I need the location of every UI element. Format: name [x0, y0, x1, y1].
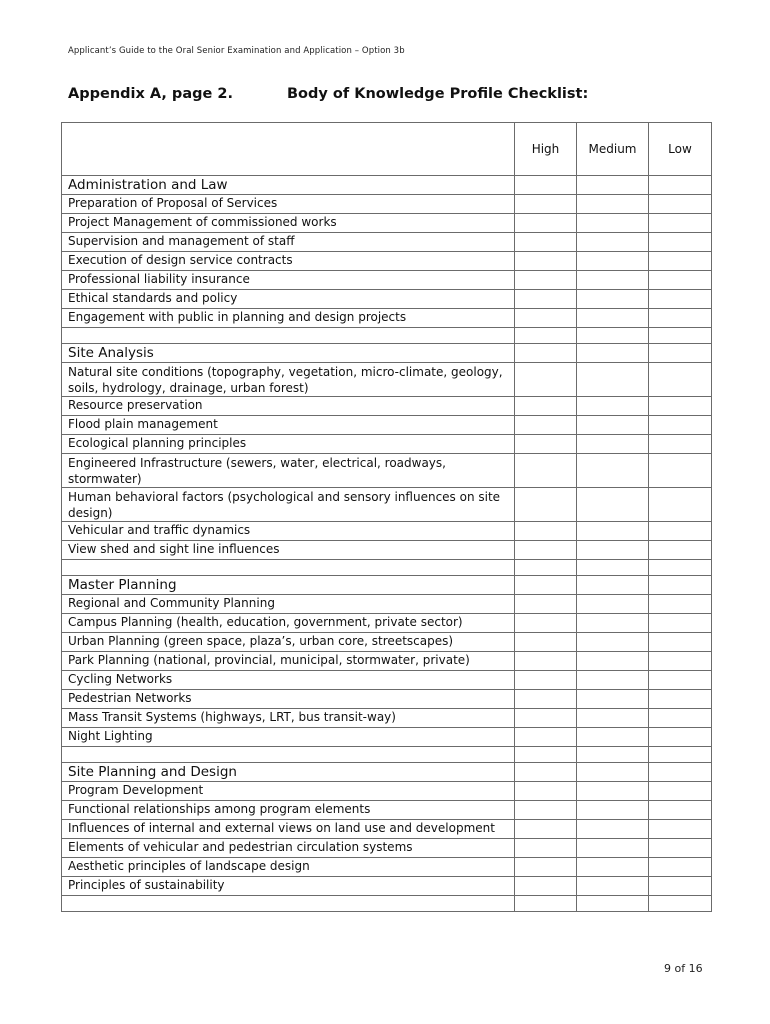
rating-box-high[interactable] — [515, 595, 577, 614]
rating-box-low[interactable] — [649, 195, 712, 214]
rating-box-medium[interactable] — [577, 690, 649, 709]
rating-box-medium[interactable] — [577, 633, 649, 652]
section-heading: Site Analysis — [62, 344, 515, 363]
rating-box-low[interactable] — [649, 488, 712, 522]
rating-box-low[interactable] — [649, 214, 712, 233]
rating-box-medium[interactable] — [577, 416, 649, 435]
blank-cell — [62, 560, 515, 576]
section-row — [62, 763, 712, 782]
section-heading: Site Planning and Design — [62, 763, 515, 782]
rating-box-medium[interactable] — [577, 290, 649, 309]
rating-box-high[interactable] — [515, 176, 577, 195]
checklist-item-label: Professional liability insurance — [62, 271, 515, 290]
rating-box-low[interactable] — [649, 595, 712, 614]
checklist-item-label: Functional relationships among program elements — [62, 801, 515, 820]
rating-box-low[interactable] — [649, 252, 712, 271]
item-column-header — [62, 123, 515, 176]
section-row — [62, 576, 712, 595]
rating-box-low[interactable] — [649, 690, 712, 709]
rating-box-medium[interactable] — [577, 595, 649, 614]
rating-box-low[interactable] — [649, 541, 712, 560]
rating-box-high[interactable] — [515, 652, 577, 671]
rating-box-low[interactable] — [649, 176, 712, 195]
running-head: Applicant’s Guide to the Oral Senior Examination and Application – Option 3b — [68, 46, 405, 56]
section-row — [62, 344, 712, 363]
rating-box-high[interactable] — [515, 633, 577, 652]
rating-box-medium[interactable] — [577, 271, 649, 290]
checklist-row — [62, 839, 712, 858]
checklist-row — [62, 820, 712, 839]
rating-box-low[interactable] — [649, 328, 712, 344]
blank-cell — [62, 328, 515, 344]
page-number: 9 of 16 — [664, 962, 703, 975]
rating-box-high[interactable] — [515, 820, 577, 839]
rating-box-medium[interactable] — [577, 522, 649, 541]
section-heading: Master Planning — [62, 576, 515, 595]
section-row — [62, 176, 712, 195]
checklist-row — [62, 363, 712, 397]
blank-cell — [62, 896, 515, 912]
knowledge-checklist-table — [61, 122, 712, 912]
rating-box-medium[interactable] — [577, 652, 649, 671]
rating-box-low[interactable] — [649, 271, 712, 290]
rating-box-low[interactable] — [649, 363, 712, 397]
rating-box-medium[interactable] — [577, 560, 649, 576]
rating-box-medium[interactable] — [577, 839, 649, 858]
rating-box-medium[interactable] — [577, 820, 649, 839]
rating-box-medium[interactable] — [577, 576, 649, 595]
checklist-item-label: Ecological planning principles — [62, 435, 515, 454]
checklist-row — [62, 195, 712, 214]
blank-row — [62, 560, 712, 576]
checklist-item-label: Program Development — [62, 782, 515, 801]
checklist-item-label: Aesthetic principles of landscape design — [62, 858, 515, 877]
rating-box-low[interactable] — [649, 290, 712, 309]
blank-row — [62, 328, 712, 344]
checklist-row — [62, 709, 712, 728]
checklist-row — [62, 595, 712, 614]
rating-box-high[interactable] — [515, 690, 577, 709]
checklist-item-label: Engineered Infrastructure (sewers, water, electrical, roadways, stormwater) — [62, 454, 515, 488]
rating-box-high[interactable] — [515, 488, 577, 522]
rating-box-high[interactable] — [515, 290, 577, 309]
checklist-item-label: Preparation of Proposal of Services — [62, 195, 515, 214]
rating-box-low[interactable] — [649, 801, 712, 820]
rating-box-high[interactable] — [515, 541, 577, 560]
checklist-item-label: Elements of vehicular and pedestrian circulation systems — [62, 839, 515, 858]
rating-box-medium[interactable] — [577, 488, 649, 522]
rating-box-low[interactable] — [649, 858, 712, 877]
rating-box-low[interactable] — [649, 309, 712, 328]
rating-box-high[interactable] — [515, 214, 577, 233]
rating-box-medium[interactable] — [577, 195, 649, 214]
checklist-row — [62, 877, 712, 896]
checklist-row — [62, 541, 712, 560]
rating-box-medium[interactable] — [577, 344, 649, 363]
rating-box-low[interactable] — [649, 522, 712, 541]
checklist-row — [62, 690, 712, 709]
rating-box-low[interactable] — [649, 877, 712, 896]
checklist-row — [62, 671, 712, 690]
rating-box-low[interactable] — [649, 614, 712, 633]
column-header-low: Low — [649, 123, 712, 176]
checklist-row — [62, 397, 712, 416]
rating-box-medium[interactable] — [577, 877, 649, 896]
checklist-item-label: Urban Planning (green space, plaza’s, urban core, streetscapes) — [62, 633, 515, 652]
rating-box-medium[interactable] — [577, 728, 649, 747]
rating-box-low[interactable] — [649, 435, 712, 454]
checklist-item-label: Supervision and management of staff — [62, 233, 515, 252]
rating-box-high[interactable] — [515, 747, 577, 763]
rating-box-medium[interactable] — [577, 454, 649, 488]
rating-box-high[interactable] — [515, 252, 577, 271]
checklist-row — [62, 454, 712, 488]
rating-box-high[interactable] — [515, 397, 577, 416]
rating-box-medium[interactable] — [577, 782, 649, 801]
checklist-item-label: Cycling Networks — [62, 671, 515, 690]
rating-box-medium[interactable] — [577, 397, 649, 416]
rating-box-high[interactable] — [515, 782, 577, 801]
checklist-item-label: Pedestrian Networks — [62, 690, 515, 709]
checklist-row — [62, 652, 712, 671]
rating-box-medium[interactable] — [577, 801, 649, 820]
rating-box-medium[interactable] — [577, 541, 649, 560]
rating-box-high[interactable] — [515, 728, 577, 747]
rating-box-medium[interactable] — [577, 671, 649, 690]
rating-box-high[interactable] — [515, 435, 577, 454]
checklist-item-label: View shed and sight line influences — [62, 541, 515, 560]
section-heading: Administration and Law — [62, 176, 515, 195]
checklist-row — [62, 782, 712, 801]
checklist-row — [62, 614, 712, 633]
column-header-high: High — [515, 123, 577, 176]
blank-cell — [62, 747, 515, 763]
checklist-item-label: Vehicular and traffic dynamics — [62, 522, 515, 541]
checklist-item-label: Influences of internal and external views on land use and development — [62, 820, 515, 839]
rating-box-high[interactable] — [515, 801, 577, 820]
checklist-item-label: Flood plain management — [62, 416, 515, 435]
column-header-medium: Medium — [577, 123, 649, 176]
page-title: Body of Knowledge Profile Checklist: — [287, 86, 589, 102]
blank-row — [62, 747, 712, 763]
rating-box-high[interactable] — [515, 454, 577, 488]
checklist-item-label: Mass Transit Systems (highways, LRT, bus transit-way) — [62, 709, 515, 728]
checklist-row — [62, 290, 712, 309]
rating-box-high[interactable] — [515, 877, 577, 896]
rating-box-medium[interactable] — [577, 763, 649, 782]
rating-box-low[interactable] — [649, 896, 712, 912]
checklist-item-label: Regional and Community Planning — [62, 595, 515, 614]
rating-box-medium[interactable] — [577, 435, 649, 454]
rating-box-low[interactable] — [649, 747, 712, 763]
rating-box-low[interactable] — [649, 397, 712, 416]
rating-box-medium[interactable] — [577, 858, 649, 877]
rating-box-high[interactable] — [515, 233, 577, 252]
rating-box-high[interactable] — [515, 522, 577, 541]
checklist-row — [62, 252, 712, 271]
table-header-row — [62, 123, 712, 176]
checklist-item-label: Park Planning (national, provincial, municipal, stormwater, private) — [62, 652, 515, 671]
rating-box-medium[interactable] — [577, 614, 649, 633]
rating-box-high[interactable] — [515, 344, 577, 363]
checklist-item-label: Campus Planning (health, education, government, private sector) — [62, 614, 515, 633]
rating-box-medium[interactable] — [577, 363, 649, 397]
rating-box-medium[interactable] — [577, 252, 649, 271]
checklist-row — [62, 728, 712, 747]
rating-box-medium[interactable] — [577, 214, 649, 233]
appendix-heading: Appendix A, page 2. — [68, 86, 233, 102]
checklist-item-label: Ethical standards and policy — [62, 290, 515, 309]
rating-box-high[interactable] — [515, 271, 577, 290]
rating-box-high[interactable] — [515, 328, 577, 344]
checklist-row — [62, 488, 712, 522]
blank-row — [62, 896, 712, 912]
rating-box-high[interactable] — [515, 416, 577, 435]
checklist-row — [62, 214, 712, 233]
rating-box-low[interactable] — [649, 454, 712, 488]
rating-box-low[interactable] — [649, 728, 712, 747]
rating-box-high[interactable] — [515, 896, 577, 912]
checklist-row — [62, 801, 712, 820]
checklist-item-label: Engagement with public in planning and design projects — [62, 309, 515, 328]
checklist-row — [62, 435, 712, 454]
rating-box-medium[interactable] — [577, 896, 649, 912]
rating-box-high[interactable] — [515, 614, 577, 633]
checklist-row — [62, 416, 712, 435]
rating-box-high[interactable] — [515, 709, 577, 728]
rating-box-medium[interactable] — [577, 747, 649, 763]
checklist-item-label: Resource preservation — [62, 397, 515, 416]
rating-box-high[interactable] — [515, 309, 577, 328]
rating-box-low[interactable] — [649, 633, 712, 652]
rating-box-medium[interactable] — [577, 328, 649, 344]
rating-box-low[interactable] — [649, 576, 712, 595]
rating-box-low[interactable] — [649, 560, 712, 576]
checklist-row — [62, 233, 712, 252]
rating-box-high[interactable] — [515, 839, 577, 858]
rating-box-high[interactable] — [515, 763, 577, 782]
rating-box-medium[interactable] — [577, 176, 649, 195]
rating-box-medium[interactable] — [577, 709, 649, 728]
rating-box-low[interactable] — [649, 763, 712, 782]
checklist-item-label: Night Lighting — [62, 728, 515, 747]
checklist-row — [62, 522, 712, 541]
rating-box-medium[interactable] — [577, 309, 649, 328]
rating-box-high[interactable] — [515, 560, 577, 576]
checklist-item-label: Natural site conditions (topography, vegetation, micro-climate, geology, soils, hydrology, drainage, urban forest) — [62, 363, 515, 397]
rating-box-high[interactable] — [515, 671, 577, 690]
rating-box-low[interactable] — [649, 820, 712, 839]
checklist-item-label: Principles of sustainability — [62, 877, 515, 896]
rating-box-low[interactable] — [649, 652, 712, 671]
rating-box-low[interactable] — [649, 671, 712, 690]
rating-box-high[interactable] — [515, 195, 577, 214]
checklist-item-label: Project Management of commissioned works — [62, 214, 515, 233]
rating-box-low[interactable] — [649, 782, 712, 801]
rating-box-medium[interactable] — [577, 233, 649, 252]
rating-box-high[interactable] — [515, 576, 577, 595]
checklist-row — [62, 633, 712, 652]
checklist-row — [62, 309, 712, 328]
rating-box-low[interactable] — [649, 233, 712, 252]
rating-box-low[interactable] — [649, 416, 712, 435]
rating-box-high[interactable] — [515, 363, 577, 397]
rating-box-low[interactable] — [649, 344, 712, 363]
checklist-item-label: Human behavioral factors (psychological and sensory influences on site design) — [62, 488, 515, 522]
rating-box-high[interactable] — [515, 858, 577, 877]
rating-box-low[interactable] — [649, 709, 712, 728]
rating-box-low[interactable] — [649, 839, 712, 858]
checklist-row — [62, 271, 712, 290]
checklist-item-label: Execution of design service contracts — [62, 252, 515, 271]
checklist-row — [62, 858, 712, 877]
